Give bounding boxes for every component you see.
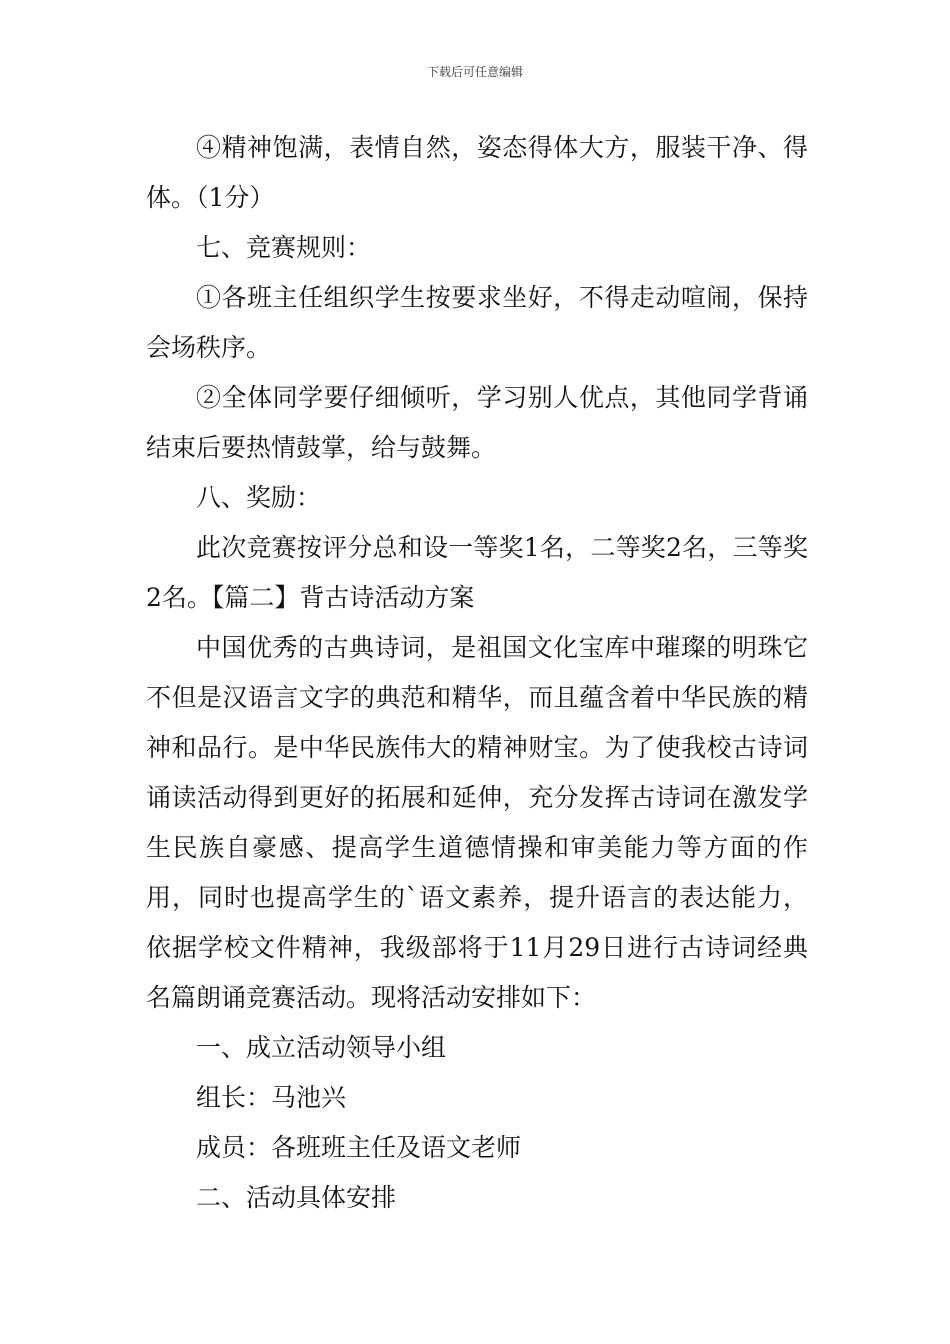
heading-awards: 八、奖励： xyxy=(196,483,322,512)
heading-activity-arrangement: 二、活动具体安排 xyxy=(196,1183,397,1212)
paragraph-group-members: 成员：各班班主任及语文老师 xyxy=(196,1133,522,1162)
page-header-note: 下载后可任意编辑 xyxy=(426,65,523,79)
heading-leadership-group: 一、成立活动领导小组 xyxy=(196,1033,447,1062)
paragraph-introduction: 中国优秀的古典诗词，是祖国文化宝库中璀璨的明珠它不但是汉语言文字的典范和精华，而且蕴含着中华民族的精神和品行。是中华民族伟大的精神财宝。为了使我校古诗词诵读活动得到更好的拓展和延伸，充分发挥古诗词在激发学生民族自豪感、提高学生道德情操和审美能力等方面的作用，同时也提高学生的`语文素养，提升语言的表达能力，依据学校文件精神，我级部将于11月29日进行古诗词经典名篇朗诵竞赛活动。现将活动安排如下： xyxy=(146,633,808,1012)
heading-competition-rules: 七、竞赛规则： xyxy=(196,233,372,262)
paragraph-rule-2: ②全体同学要仔细倾听，学习别人优点，其他同学背诵结束后要热情鼓掌，给与鼓舞。 xyxy=(146,383,808,462)
paragraph-awards-detail: 此次竞赛按评分总和设一等奖1名，二等奖2名，三等奖2名。【篇二】背古诗活动方案 xyxy=(146,533,808,612)
document-body xyxy=(146,123,808,1223)
paragraph-scoring-criterion-4: ④精神饱满，表情自然，姿态得体大方，服装干净、得体。（1分） xyxy=(146,133,808,212)
paragraph-group-leader: 组长：马池兴 xyxy=(196,1083,347,1112)
paragraph-rule-1: ①各班主任组织学生按要求坐好，不得走动喧闹，保持会场秩序。 xyxy=(146,283,808,362)
